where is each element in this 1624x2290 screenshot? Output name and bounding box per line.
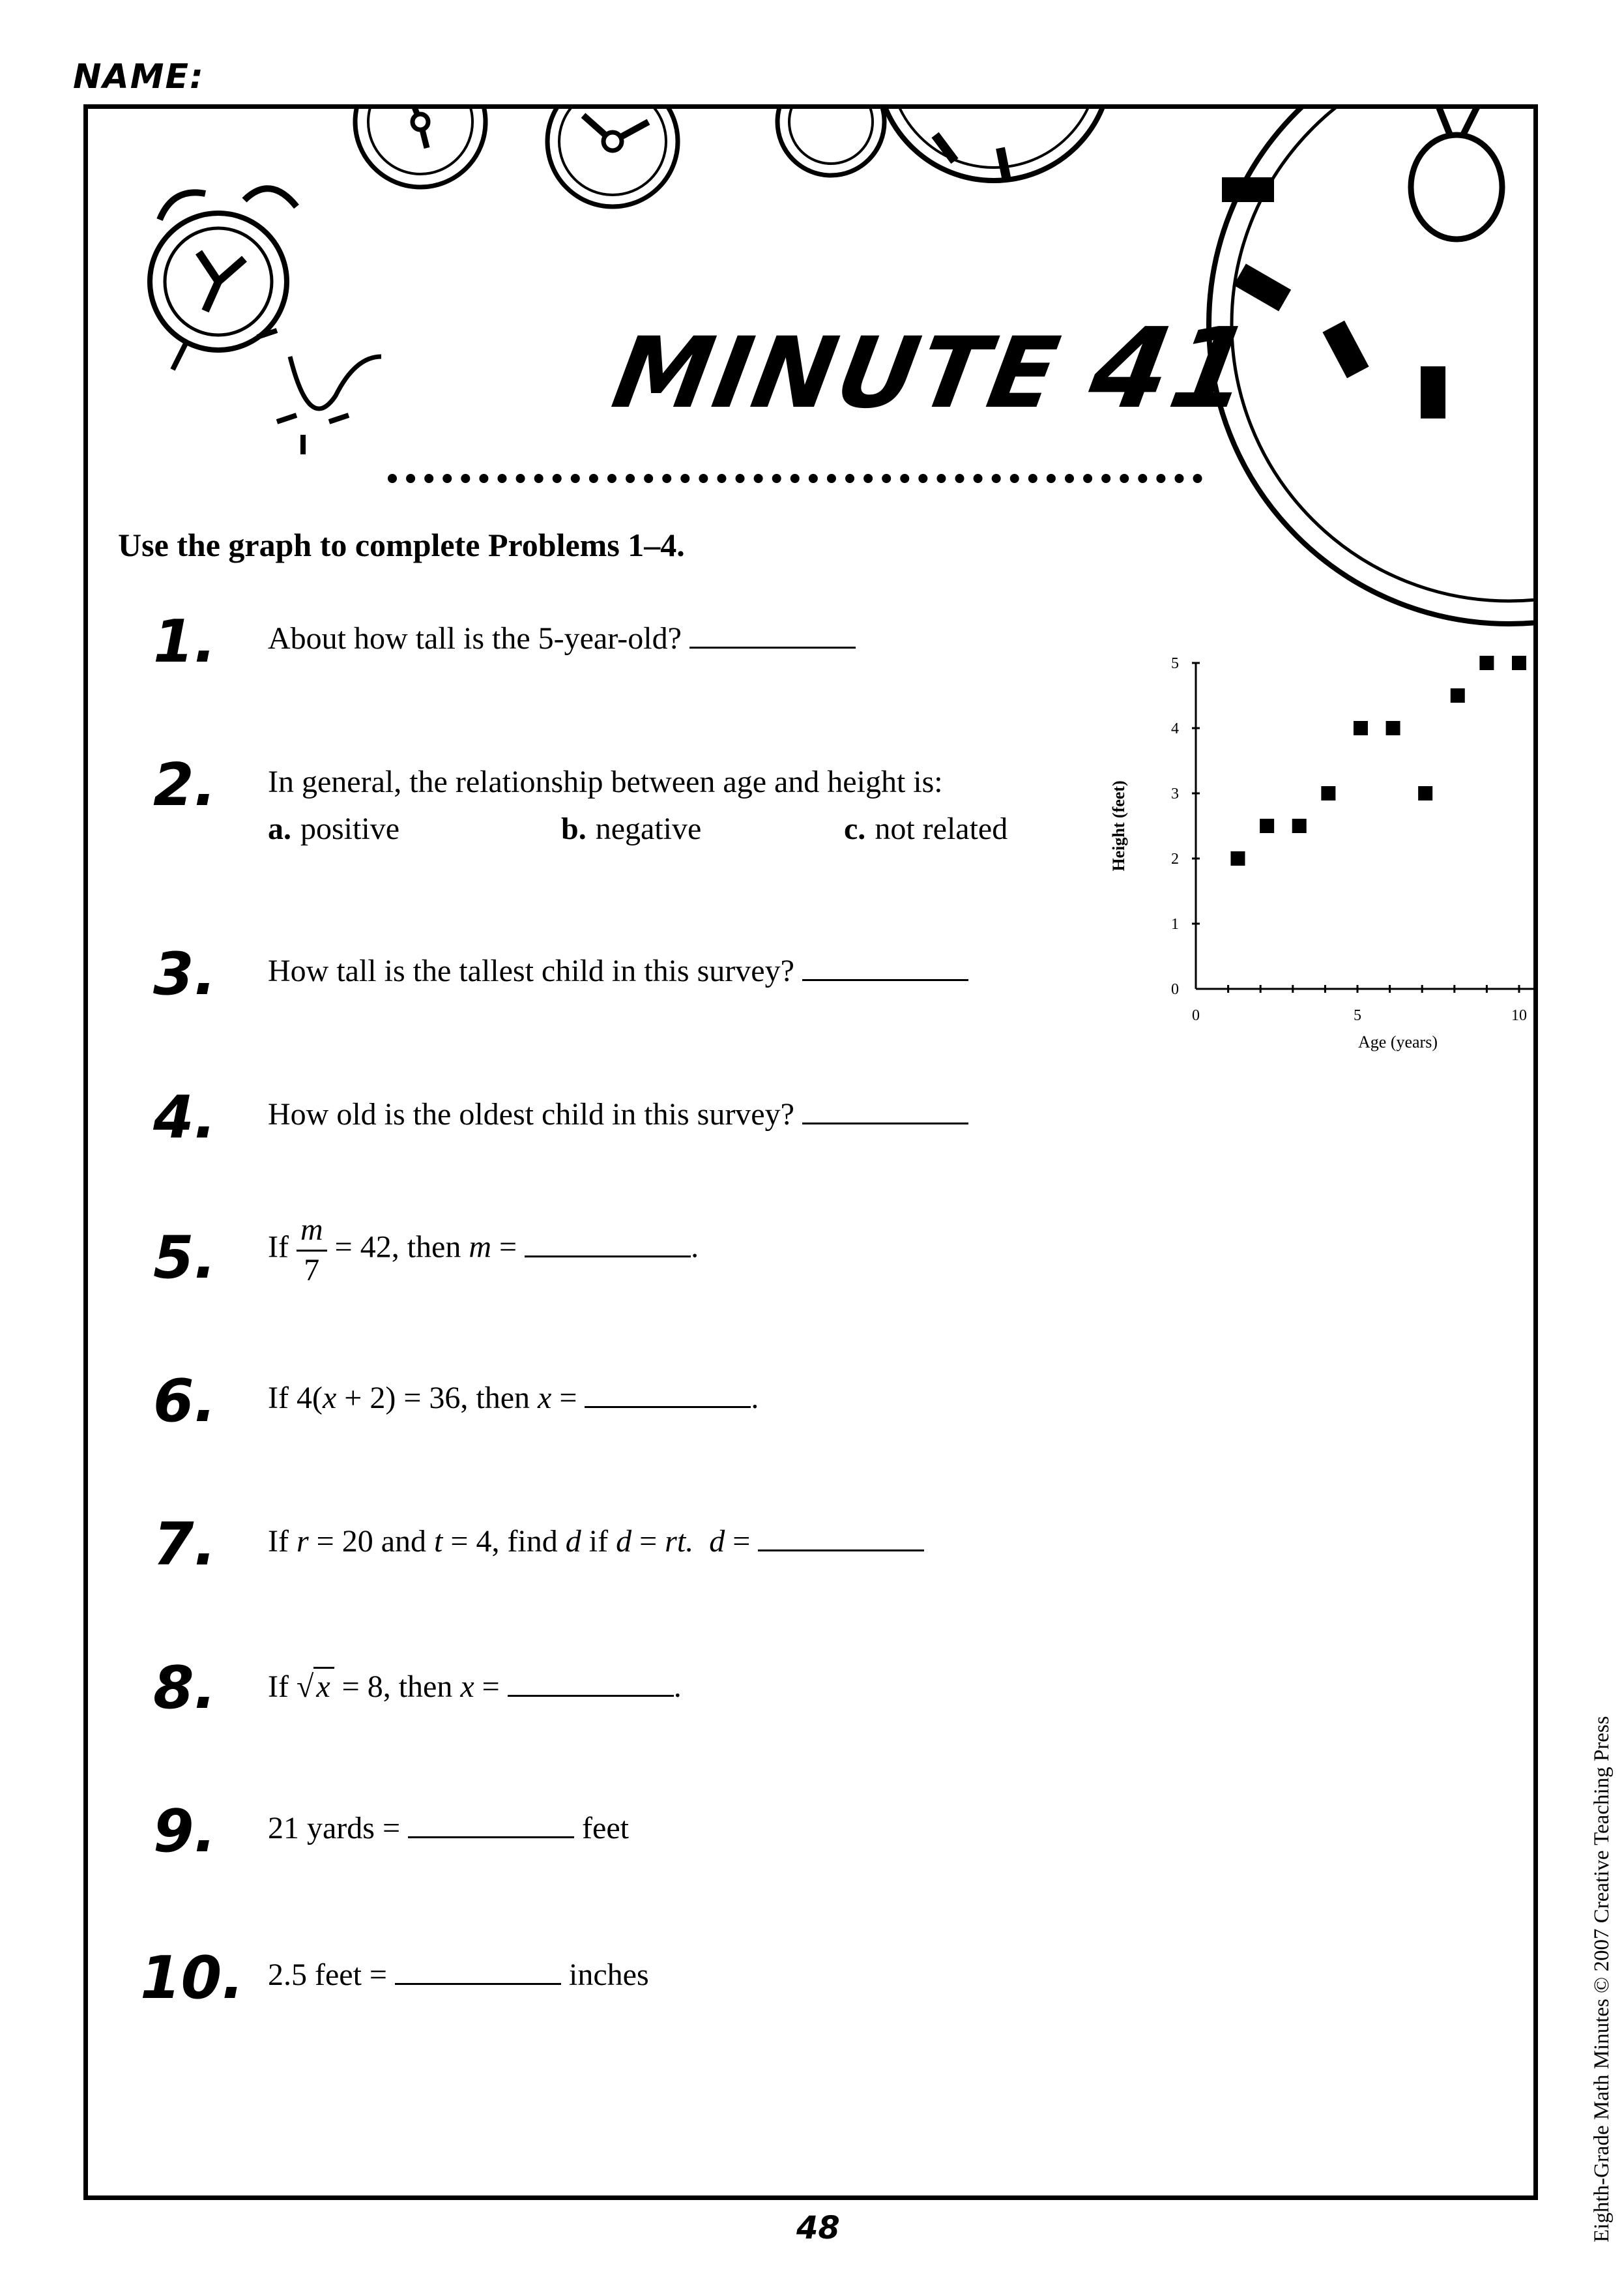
- y-tick-label: 0: [1171, 981, 1179, 998]
- text-segment: =: [482, 1669, 500, 1704]
- sqrt-radicand: x: [313, 1667, 334, 1705]
- variable: d: [565, 1524, 581, 1559]
- x-axis-label: Age (years): [1358, 1033, 1438, 1051]
- answer-blank[interactable]: [689, 621, 856, 649]
- x-tick-label: 5: [1354, 1007, 1361, 1024]
- text-segment: =: [559, 1381, 577, 1415]
- problem-text: 21 yards =: [268, 1811, 401, 1845]
- problem-number: 2.: [153, 751, 216, 819]
- problem-number: 7.: [153, 1510, 216, 1579]
- small-clock-icon: [777, 109, 884, 175]
- answer-blank[interactable]: [508, 1669, 674, 1697]
- data-point: [1230, 851, 1245, 866]
- variable: r: [296, 1524, 309, 1559]
- option-letter: b.: [561, 812, 587, 846]
- problem-text: In general, the relationship between age and height is:: [268, 765, 943, 799]
- problem-7: [268, 1523, 924, 1559]
- title-word: MINUTE: [605, 317, 1069, 430]
- answer-blank[interactable]: [525, 1229, 691, 1257]
- problem-number: 3.: [153, 940, 216, 1008]
- data-point: [1321, 786, 1335, 800]
- option-text: negative: [595, 812, 702, 846]
- name-label: NAME:: [73, 57, 205, 96]
- fraction-numerator: m: [297, 1211, 327, 1252]
- text-segment: =: [499, 1229, 517, 1265]
- text-segment: If: [268, 1524, 289, 1559]
- option-text: positive: [300, 812, 399, 846]
- answer-blank[interactable]: [585, 1380, 751, 1408]
- y-tick-label: 1: [1171, 916, 1179, 933]
- variable: x: [460, 1669, 474, 1704]
- problem-text: About how tall is the 5-year-old?: [268, 621, 682, 656]
- unit-label: inches: [569, 1958, 649, 1992]
- variable: d: [709, 1524, 725, 1559]
- unit-label: feet: [582, 1811, 629, 1845]
- data-point: [1386, 721, 1400, 735]
- scatter-chart: [1013, 539, 1538, 1061]
- problem-8: [268, 1667, 682, 1705]
- data-point: [1418, 786, 1432, 800]
- title-number: 41: [1080, 304, 1264, 433]
- problem-10: [268, 1957, 649, 1993]
- y-tick-label: 4: [1171, 720, 1179, 737]
- y-axis-label: Height (feet): [1109, 780, 1128, 872]
- fraction: [297, 1211, 327, 1289]
- problem-6: [268, 1380, 759, 1416]
- problem-number: 8.: [153, 1654, 216, 1722]
- small-clock-icon: [355, 109, 486, 187]
- option-letter: a.: [268, 812, 291, 846]
- variable: x: [538, 1381, 552, 1415]
- option-b[interactable]: [561, 811, 701, 847]
- data-point: [1512, 656, 1526, 670]
- text-segment: .: [691, 1229, 699, 1265]
- large-clock-icon: [877, 109, 1111, 181]
- problem-5: [268, 1211, 699, 1289]
- instructions: Use the graph to complete Problems 1–4.: [118, 527, 685, 563]
- text-segment: .: [673, 1669, 682, 1704]
- problem-text: How tall is the tallest child in this survey?: [268, 954, 794, 988]
- problem-4: [268, 1096, 968, 1132]
- text-segment: = 4, find: [450, 1524, 558, 1559]
- answer-blank[interactable]: [802, 953, 968, 981]
- problem-text: How old is the oldest child in this survey?: [268, 1097, 794, 1132]
- text-segment: .: [751, 1381, 759, 1415]
- option-text: not related: [875, 812, 1008, 846]
- variable: rt.: [665, 1524, 694, 1559]
- clock-icon: [547, 109, 678, 207]
- option-c[interactable]: [844, 811, 1008, 847]
- worksheet-title: [605, 304, 1264, 433]
- x-tick-label: 10: [1511, 1007, 1527, 1024]
- data-point: [1260, 819, 1274, 833]
- problem-1: [268, 621, 856, 656]
- problem-number: 10.: [140, 1944, 244, 2012]
- page-number: 48: [796, 2210, 840, 2246]
- fraction-denominator: 7: [304, 1253, 320, 1287]
- problem-number: 1.: [153, 608, 216, 676]
- variable: d: [616, 1524, 632, 1559]
- variable: x: [322, 1381, 337, 1415]
- variable: t: [434, 1524, 443, 1559]
- text-segment: if: [588, 1524, 609, 1559]
- data-point: [1292, 819, 1307, 833]
- text-segment: =: [639, 1524, 658, 1559]
- problem-text: 2.5 feet =: [268, 1958, 387, 1992]
- data-point: [1479, 656, 1494, 670]
- alarm-clock-icon: [150, 188, 381, 454]
- text-segment: = 42, then: [334, 1229, 461, 1265]
- sqrt-sign: √: [296, 1669, 314, 1704]
- answer-blank[interactable]: [395, 1957, 561, 1985]
- worksheet-frame: [83, 104, 1538, 2200]
- problem-3: [268, 953, 968, 989]
- option-a[interactable]: [268, 811, 399, 847]
- variable: m: [469, 1229, 492, 1265]
- answer-blank[interactable]: [802, 1096, 968, 1124]
- y-tick-label: 3: [1171, 785, 1179, 802]
- text-segment: + 2) = 36, then: [344, 1381, 530, 1415]
- dotted-divider: [388, 474, 1202, 483]
- option-letter: c.: [844, 812, 866, 846]
- problem-number: 6.: [153, 1367, 216, 1435]
- answer-blank[interactable]: [408, 1810, 574, 1838]
- text-segment: = 8, then: [341, 1669, 453, 1704]
- problem-number: 4.: [153, 1083, 216, 1152]
- data-point: [1451, 688, 1465, 703]
- problem-number: 5.: [153, 1224, 216, 1292]
- y-tick-label: 2: [1171, 851, 1179, 868]
- text-segment: =: [732, 1524, 751, 1559]
- text-segment: If: [268, 1669, 289, 1704]
- y-tick-label: 5: [1171, 655, 1179, 672]
- text-segment: If: [268, 1229, 289, 1265]
- copyright-notice: Eighth-Grade Math Minutes © 2007 Creative Teaching Press: [1590, 1716, 1614, 2242]
- data-point: [1354, 721, 1368, 735]
- answer-blank[interactable]: [758, 1523, 924, 1551]
- text-segment: = 20 and: [316, 1524, 427, 1559]
- text-segment: If 4(: [268, 1381, 323, 1415]
- problem-number: 9.: [153, 1797, 216, 1866]
- problem-9: [268, 1810, 629, 1846]
- x-tick-label: 0: [1192, 1007, 1200, 1024]
